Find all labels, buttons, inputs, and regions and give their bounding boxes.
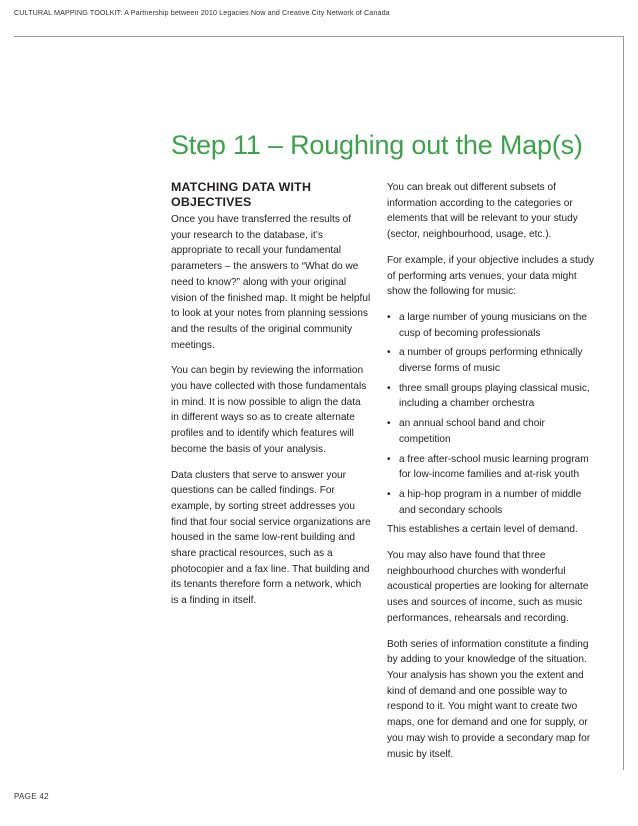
bullet-icon: • (387, 311, 391, 323)
body-paragraph: You may also have found that three neighbourhood churches with wonderful acoustical properties are looking for alternate uses and sources of income, such as music performances, rehearsals and recording. (387, 550, 589, 624)
list-item-text: a hip-hop program in a number of middle and secondary schools (399, 488, 582, 516)
body-paragraph: This establishes a certain level of demand. (387, 524, 578, 536)
list-item-text: a number of groups performing ethnically diverse forms of music (399, 347, 583, 375)
bullet-icon: • (387, 347, 391, 359)
list-item (387, 345, 599, 376)
list-item (387, 487, 599, 518)
music-findings-list (387, 310, 599, 518)
bullet-icon: • (387, 418, 391, 430)
list-item (387, 452, 599, 483)
running-header: CULTURAL MAPPING TOOLKIT: A Partnership between 2010 Legacies Now and Creative City Network of Canada (14, 8, 390, 17)
list-item (387, 310, 599, 341)
page-number: PAGE 42 (14, 792, 49, 801)
bullet-icon: • (387, 453, 391, 465)
bullet-icon: • (387, 488, 391, 500)
body-paragraph: Once you have transferred the results of your research to the database, it’s appropriate to recall your fundamental parameters – the answers to “What do we need to know?” along with your original vision of the finished map. It might be helpful to look at your notes from planning sessions and the results of the original community meetings. (171, 214, 371, 351)
list-item (387, 416, 599, 447)
list-item (387, 381, 599, 412)
body-paragraph: You can begin by reviewing the information you have collected with those fundamentals in mind. It is now possible to align the data in different ways so as to create alternate profiles and to identify which features will become the basis of your analysis. (171, 365, 367, 455)
page-title: Step 11 – Roughing out the Map(s) (171, 130, 583, 160)
list-item-text: three small groups playing classical music, including a chamber orchestra (399, 382, 590, 410)
list-item-text: a free after-school music learning program for low-income families and at-risk youth (399, 453, 589, 481)
left-column (171, 180, 371, 619)
body-paragraph: Both series of information constitute a finding by adding to your knowledge of the situation. Your analysis has shown you the extent and kind of demand and one possible way to respond to it. You might want to create two maps, one for demand and one for supply, or you may wish to provide a secondary map for music by itself. (387, 638, 591, 760)
bullet-icon: • (387, 382, 391, 394)
body-paragraph: Data clusters that serve to answer your questions can be called findings. For example, by sorting street addresses you find that four social service organizations are housed in the same low-rent building and share practical resources, such as a photocopier and a fax line. That building and its tenants therefore form a network, which is a finding in itself. (171, 469, 371, 607)
list-item-text: a large number of young musicians on the cusp of becoming professionals (399, 311, 587, 339)
section-heading: MATCHING DATA WITH OBJECTIVES (171, 180, 312, 209)
right-column (387, 180, 599, 772)
list-item-text: an annual school band and choir competition (399, 418, 545, 445)
body-paragraph: For example, if your objective includes a study of performing arts venues, your data might show the following for music: (387, 254, 595, 298)
body-paragraph: You can break out different subsets of information according to the categories or elements that will be relevant to your study (sector, neighbourhood, usage, etc.). (387, 182, 578, 241)
